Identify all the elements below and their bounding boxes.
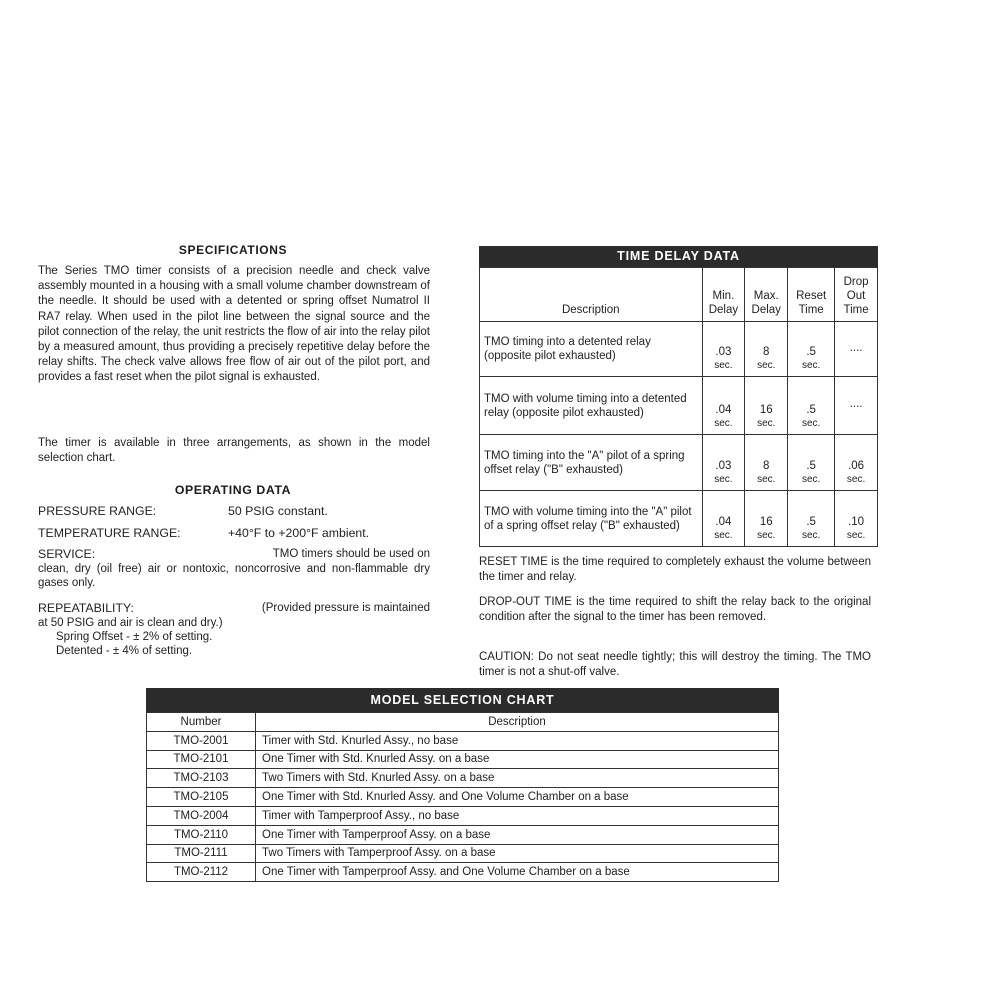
table-row: [147, 788, 779, 807]
row-drop: ....: [835, 322, 878, 377]
row-reset: .5 sec.: [788, 377, 835, 435]
temperature-range-row: [38, 524, 438, 543]
header-number: Number: [147, 713, 256, 732]
header-drop-out-time: Drop Out Time: [835, 268, 878, 322]
table-row: [147, 825, 779, 844]
specifications-paragraph-2: The timer is available in three arrangements, as shown in the model selection chart.: [38, 437, 430, 465]
temperature-range-value: +40°F to +200°F ambient.: [228, 526, 370, 540]
table-row: [480, 435, 878, 491]
service-block: [38, 547, 430, 590]
spring-offset-line: Spring Offset - ± 2% of setting.: [56, 631, 213, 643]
row-drop: ....: [835, 377, 878, 435]
service-first-line: TMO timers should be used on: [272, 548, 430, 560]
time-delay-table-container: [479, 246, 878, 547]
model-number: TMO-2001: [147, 731, 256, 750]
repeatability-block: [38, 601, 430, 658]
model-selection-title: MODEL SELECTION CHART: [146, 688, 779, 712]
table-row: [480, 322, 878, 377]
table-row: [480, 491, 878, 547]
model-selection-header-row: [147, 713, 779, 732]
header-min-delay: Min. Delay: [702, 268, 745, 322]
header-max-delay: Max. Delay: [745, 268, 788, 322]
row-description: TMO with volume timing into the "A" pilot of a spring offset relay ("B" exhausted): [480, 491, 703, 547]
caution-note: CAUTION: Do not seat needle tightly; this will destroy the timing. The TMO timer is not a shut-off valve.: [479, 651, 871, 678]
row-description: TMO with volume timing into a detented relay (opposite pilot exhausted): [480, 377, 703, 435]
row-max: 8 sec.: [745, 435, 788, 491]
model-number: TMO-2004: [147, 806, 256, 825]
pressure-range-value: 50 PSIG constant.: [228, 504, 328, 518]
model-number: TMO-2112: [147, 863, 256, 882]
specifications-heading: SPECIFICATIONS: [178, 243, 288, 257]
table-row: [147, 863, 779, 882]
detented-line: Detented - ± 4% of setting.: [56, 645, 193, 657]
row-description: TMO timing into the "A" pilot of a spring offset relay ("B" exhausted): [480, 435, 703, 491]
model-description: Two Timers with Tamperproof Assy. on a base: [256, 844, 779, 863]
header-description: Description: [256, 713, 779, 732]
model-number: TMO-2103: [147, 769, 256, 788]
table-row: [147, 731, 779, 750]
table-row: [147, 806, 779, 825]
header-description: Description: [480, 268, 703, 322]
model-selection-table: [146, 712, 779, 882]
model-number: TMO-2101: [147, 750, 256, 769]
reset-time-note: RESET TIME is the time required to completely exhaust the volume between the timer and relay.: [479, 556, 871, 583]
row-drop: .10 sec.: [835, 491, 878, 547]
table-row: [147, 750, 779, 769]
row-drop: .06 sec.: [835, 435, 878, 491]
header-reset-time: Reset Time: [788, 268, 835, 322]
table-row: [147, 769, 779, 788]
model-number: TMO-2110: [147, 825, 256, 844]
temperature-range-label: TEMPERATURE RANGE:: [38, 526, 181, 540]
row-reset: .5 sec.: [788, 322, 835, 377]
row-min: .03 sec.: [702, 435, 745, 491]
row-reset: .5 sec.: [788, 491, 835, 547]
model-number: TMO-2111: [147, 844, 256, 863]
model-description: One Timer with Tamperproof Assy. on a base: [256, 825, 779, 844]
repeatability-first-line: (Provided pressure is maintained: [261, 602, 430, 614]
specifications-paragraph: The Series TMO timer consists of a precision needle and check valve assembly mounted in a housing with a small volume chamber downstream of the needle. It should be used with a detented or spring offset Numatrol II RA7 relay. When used in the pilot line between the signal source and the pilot connection of the relay, the unit restricts the flow of air into the relay pilot by a measured amount, thus providing a precisely repetitive delay before the relay shifts. The check valve allows free flow of air out of the pilot port, and provides a fast reset when the pilot signal is exhausted.: [38, 265, 430, 384]
row-min: .03 sec.: [702, 322, 745, 377]
table-row: [147, 844, 779, 863]
operating-data-heading: OPERATING DATA: [174, 483, 292, 497]
model-number: TMO-2105: [147, 788, 256, 807]
model-description: Two Timers with Std. Knurled Assy. on a base: [256, 769, 779, 788]
service-label: SERVICE:: [38, 547, 96, 561]
model-selection-container: [146, 688, 779, 882]
model-description: One Timer with Std. Knurled Assy. and One Volume Chamber on a base: [256, 788, 779, 807]
model-description: Timer with Std. Knurled Assy., no base: [256, 731, 779, 750]
row-max: 8 sec.: [745, 322, 788, 377]
row-min: .04 sec.: [702, 377, 745, 435]
pressure-range-label: PRESSURE RANGE:: [38, 504, 157, 518]
drop-out-time-note: DROP-OUT TIME is the time required to shift the relay back to the original condition after the signal to the timer has been removed.: [479, 596, 871, 623]
row-max: 16 sec.: [745, 377, 788, 435]
repeatability-label: REPEATABILITY:: [38, 601, 134, 615]
time-delay-title: TIME DELAY DATA: [479, 246, 878, 267]
row-description: TMO timing into a detented relay (opposite pilot exhausted): [480, 322, 703, 377]
pressure-range-row: [38, 502, 438, 521]
table-row: [480, 377, 878, 435]
service-text: clean, dry (oil free) air or nontoxic, noncorrosive and non-flammable dry gases only.: [38, 563, 430, 589]
model-description: Timer with Tamperproof Assy., no base: [256, 806, 779, 825]
repeatability-text: at 50 PSIG and air is clean and dry.): [38, 617, 223, 629]
row-max: 16 sec.: [745, 491, 788, 547]
row-reset: .5 sec.: [788, 435, 835, 491]
model-description: One Timer with Std. Knurled Assy. on a base: [256, 750, 779, 769]
time-delay-table: [479, 267, 878, 547]
time-delay-header-row: [480, 268, 878, 322]
model-description: One Timer with Tamperproof Assy. and One Volume Chamber on a base: [256, 863, 779, 882]
row-min: .04 sec.: [702, 491, 745, 547]
